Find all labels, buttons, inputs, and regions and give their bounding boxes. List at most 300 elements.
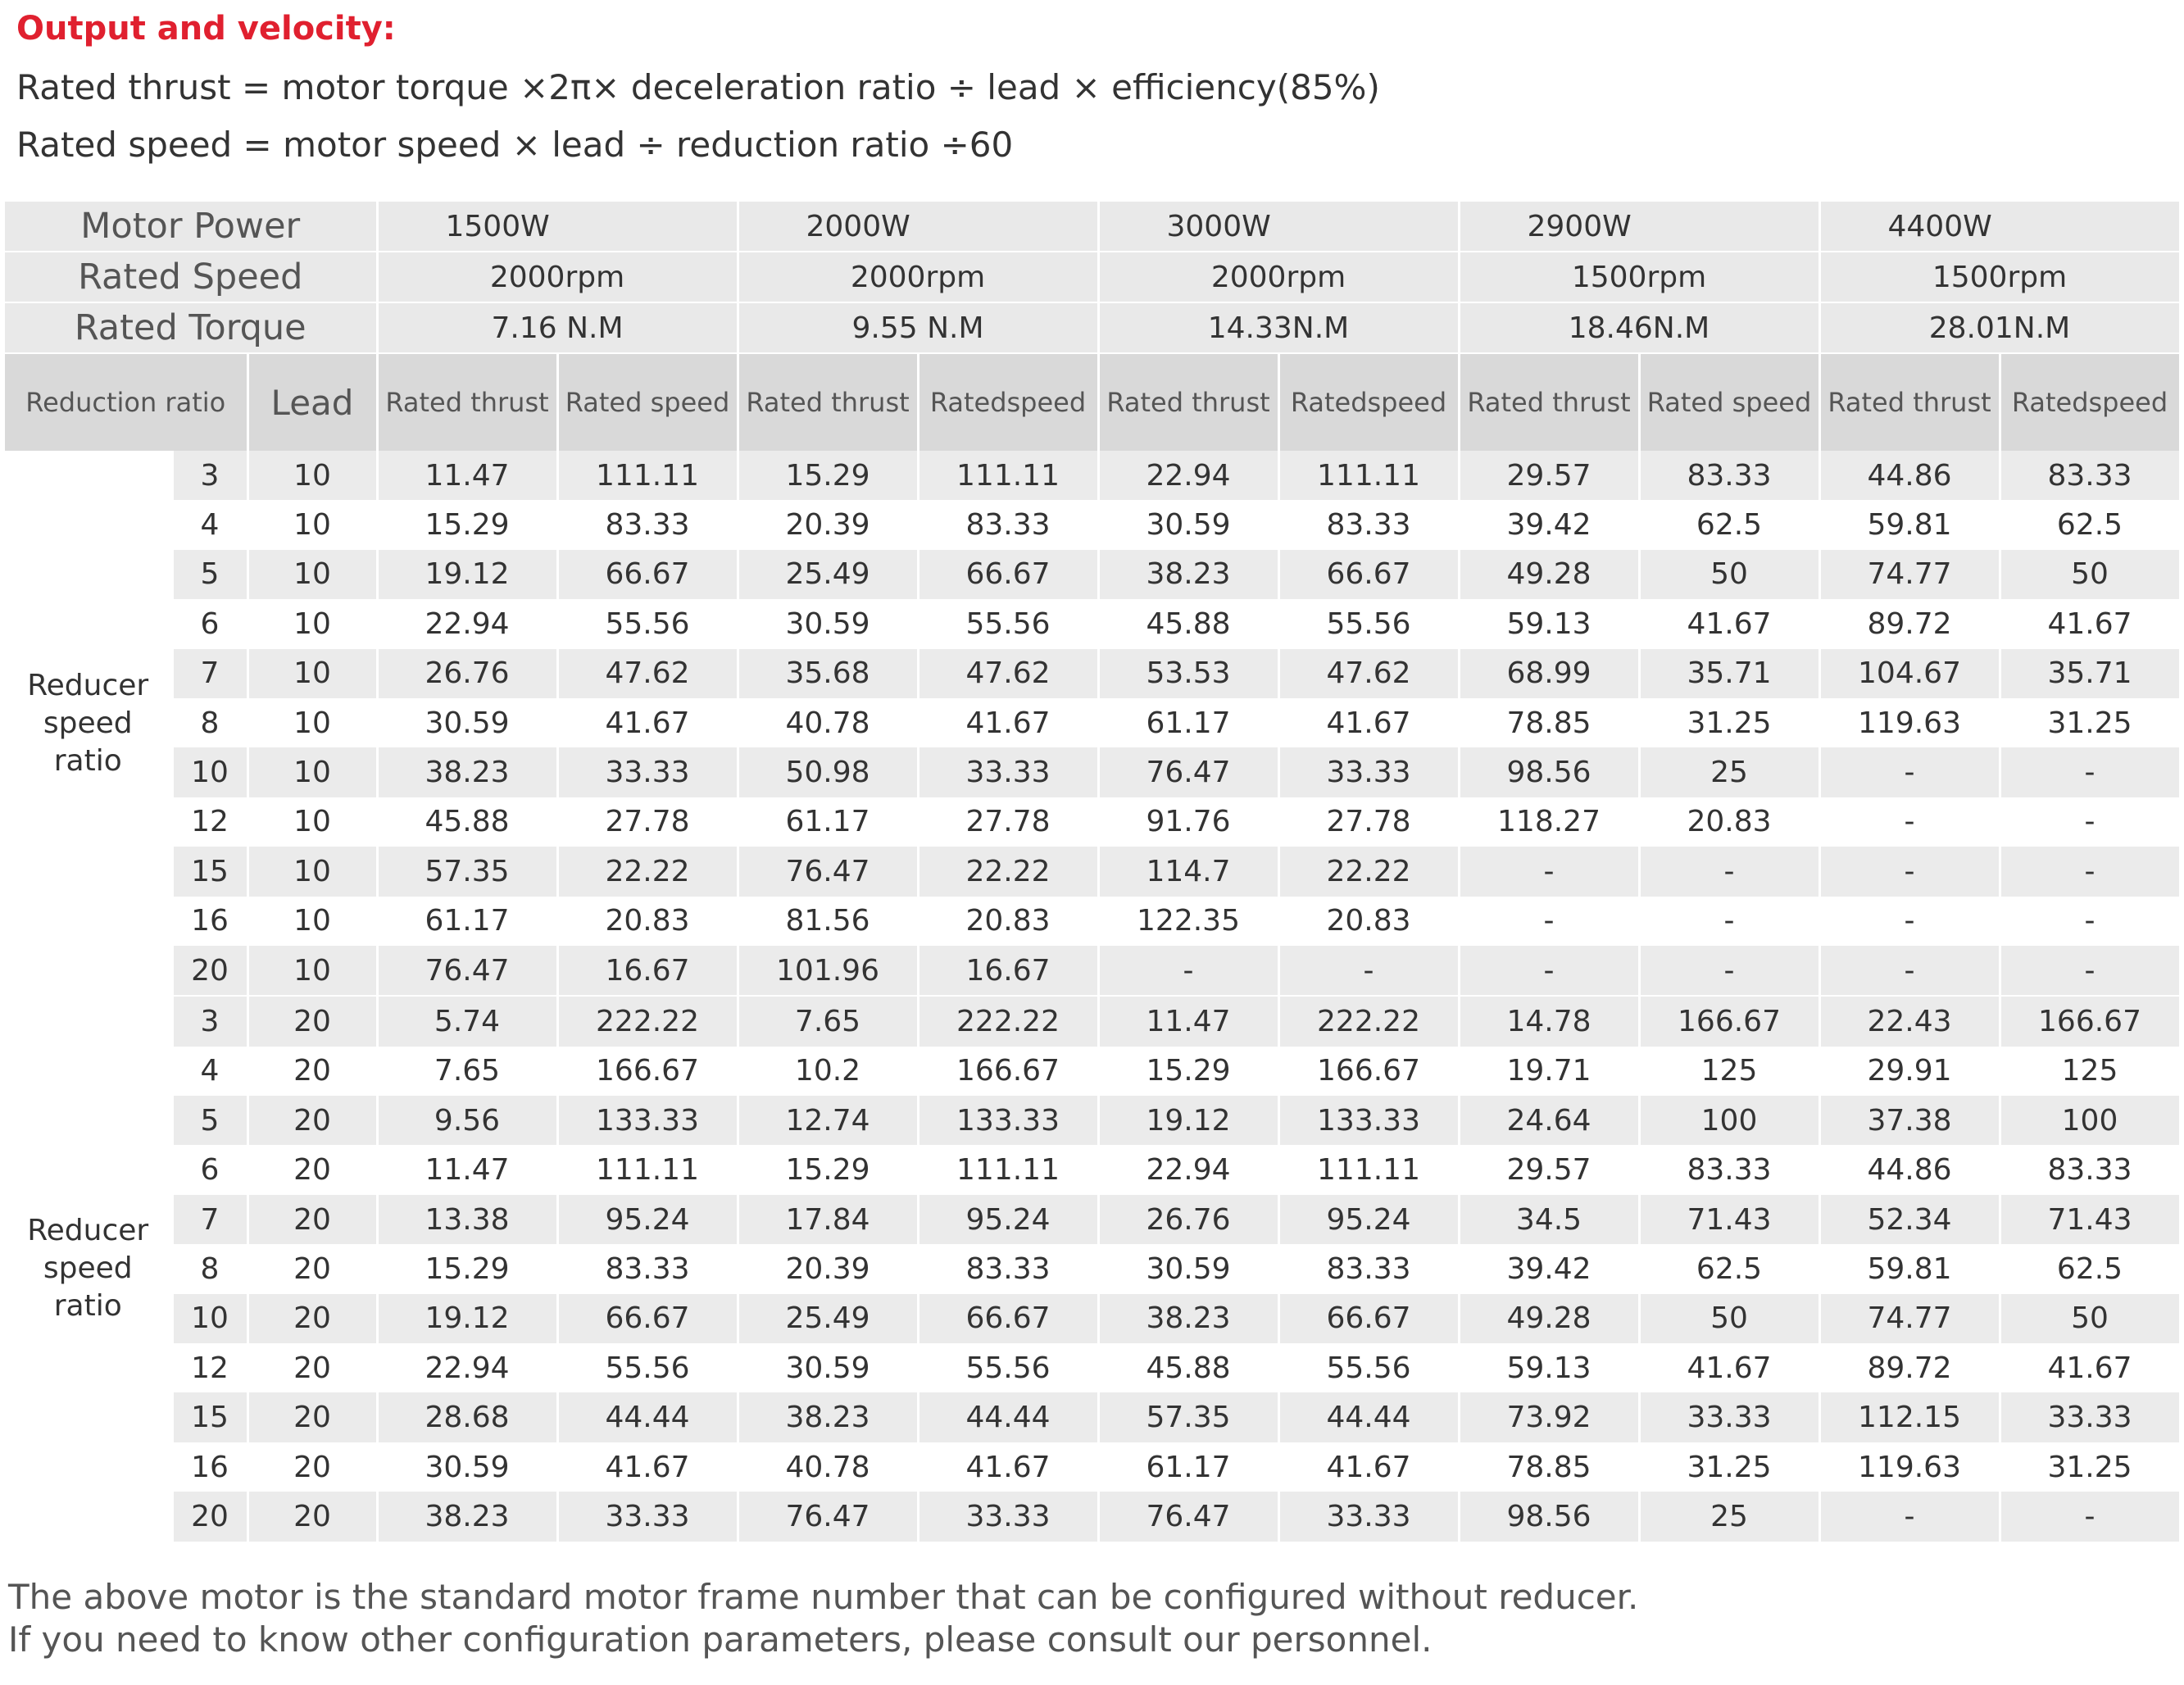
table-row [5,649,2180,698]
spec-table [5,202,2182,1542]
rated-speed-header: Ratedspeed [918,353,1098,451]
rated-speed-cell: - [2000,1492,2180,1541]
rated-speed-cell: 35.71 [2000,649,2180,698]
rated-thrust-cell: 73.92 [1459,1392,1639,1442]
rated-thrust-cell: 25.49 [738,550,918,599]
rated-speed-cell: 33.33 [1639,1392,1819,1442]
rated-thrust-cell: 98.56 [1459,747,1639,797]
lead-cell: 10 [247,897,377,946]
rated-speed-cell: 71.43 [1639,1195,1819,1244]
rated-thrust-cell: 50.98 [738,747,918,797]
rated-thrust-cell: 76.47 [738,1492,918,1541]
rated-speed-cell: 33.33 [557,747,738,797]
ratio-cell: 8 [172,698,247,747]
rated-speed-cell: 83.33 [557,500,738,549]
rated-speed-header: Rated speed [1639,353,1819,451]
rated-speed-cell: 55.56 [918,599,1098,648]
rated-speed-cell: 20.83 [918,897,1098,946]
rated-thrust-cell: 29.57 [1459,1145,1639,1194]
rated-thrust-cell: 45.88 [377,797,557,847]
lead-cell: 20 [247,1096,377,1145]
rated-speed-cell: 16.67 [557,946,738,996]
rated-speed-cell: 111.11 [1278,1145,1459,1194]
group-label: Reducer speed ratio [5,996,172,1541]
lead-cell: 20 [247,1492,377,1541]
rated-speed-cell: - [2000,747,2180,797]
rated-thrust-cell: 14.78 [1459,996,1639,1046]
rated-thrust-header: Rated thrust [1819,353,2000,451]
table-row [5,1145,2180,1194]
rated-speed-cell: 50 [1639,1294,1819,1343]
lead-cell: 20 [247,1047,377,1096]
rated-thrust-header: Rated thrust [377,353,557,451]
ratio-cell: 4 [172,500,247,549]
table-row [5,1294,2180,1343]
rated-thrust-cell: 11.47 [377,451,557,500]
motor-power-value: 4400W [1819,202,2180,252]
lead-cell: 20 [247,1244,377,1293]
rated-speed-cell: 222.22 [1278,996,1459,1046]
rated-thrust-cell: 22.94 [1098,1145,1278,1194]
rated-thrust-header: Rated thrust [1459,353,1639,451]
ratio-cell: 20 [172,946,247,996]
motor-power-value: 2000W [738,202,1098,252]
rated-speed-cell: 27.78 [918,797,1098,847]
rated-thrust-cell: 78.85 [1459,1442,1639,1492]
rated-thrust-cell: 61.17 [1098,1442,1278,1492]
ratio-cell: 12 [172,797,247,847]
ratio-cell: 16 [172,897,247,946]
rated-thrust-cell: 12.74 [738,1096,918,1145]
rated-speed-cell: - [2000,897,2180,946]
rated-thrust-cell: 61.17 [1098,698,1278,747]
rated-speed-cell: 47.62 [1278,649,1459,698]
rated-speed-cell: - [1639,897,1819,946]
table-row [5,1047,2180,1096]
ratio-cell: 3 [172,451,247,500]
rated-speed-header: Ratedspeed [2000,353,2180,451]
table-row [5,747,2180,797]
rated-thrust-cell: 26.76 [1098,1195,1278,1244]
rated-thrust-cell: - [1819,897,2000,946]
rated-torque-value: 18.46N.M [1459,302,1819,353]
rated-speed-cell: 41.67 [2000,599,2180,648]
rated-speed-cell: 166.67 [918,1047,1098,1096]
rated-thrust-cell: 39.42 [1459,500,1639,549]
rated-thrust-header: Rated thrust [1098,353,1278,451]
ratio-cell: 10 [172,747,247,797]
rated-speed-cell: 111.11 [557,451,738,500]
ratio-cell: 5 [172,550,247,599]
rated-speed-cell: 16.67 [918,946,1098,996]
rated-speed-cell: 95.24 [918,1195,1098,1244]
rated-thrust-cell: - [1819,946,2000,996]
rated-thrust-cell: 104.67 [1819,649,2000,698]
rated-thrust-cell: 44.86 [1819,451,2000,500]
rated-thrust-cell: 59.13 [1459,599,1639,648]
table-row [5,1392,2180,1442]
ratio-cell: 3 [172,996,247,1046]
rated-speed-cell: 83.33 [1278,1244,1459,1293]
ratio-cell: 15 [172,1392,247,1442]
rated-speed-cell: 20.83 [1639,797,1819,847]
rated-speed-cell: 47.62 [557,649,738,698]
rated-thrust-cell: 25.49 [738,1294,918,1343]
rated-torque-label: Rated Torque [5,302,377,353]
rated-speed-cell: 55.56 [557,599,738,648]
lead-cell: 20 [247,1392,377,1442]
rated-thrust-cell: 44.86 [1819,1145,2000,1194]
rated-speed-cell: 50 [2000,550,2180,599]
rated-thrust-cell: 114.7 [1098,847,1278,896]
rated-speed-cell: 100 [2000,1096,2180,1145]
rated-thrust-cell: 5.74 [377,996,557,1046]
rated-thrust-cell: 28.68 [377,1392,557,1442]
rated-speed-cell: 166.67 [1639,996,1819,1046]
rated-thrust-cell: 7.65 [738,996,918,1046]
rated-speed-cell: 133.33 [1278,1096,1459,1145]
table-row [5,599,2180,648]
rated-speed-cell: 111.11 [918,1145,1098,1194]
ratio-cell: 6 [172,1145,247,1194]
footer-note: The above motor is the standard motor frame number that can be configured without reducer. [8,1577,1639,1617]
rated-speed-cell: 33.33 [1278,747,1459,797]
rated-thrust-cell: - [1459,897,1639,946]
rated-thrust-cell: 76.47 [1098,1492,1278,1541]
rated-speed-cell: 62.5 [2000,1244,2180,1293]
rated-thrust-cell: 30.59 [738,1343,918,1392]
ratio-cell: 20 [172,1492,247,1541]
ratio-cell: 15 [172,847,247,896]
rated-speed-cell: 27.78 [557,797,738,847]
rated-speed-label: Rated Speed [5,252,377,302]
rated-thrust-cell: 38.23 [738,1392,918,1442]
rated-thrust-cell: 49.28 [1459,550,1639,599]
rated-torque-value: 7.16 N.M [377,302,738,353]
rated-thrust-header: Rated thrust [738,353,918,451]
table-row [5,698,2180,747]
rated-speed-cell: 66.67 [918,550,1098,599]
rated-thrust-cell: 38.23 [1098,550,1278,599]
ratio-cell: 8 [172,1244,247,1293]
rated-thrust-cell: 19.71 [1459,1047,1639,1096]
rated-speed-cell: 33.33 [918,747,1098,797]
rated-thrust-cell: 101.96 [738,946,918,996]
rated-thrust-cell: 15.29 [377,1244,557,1293]
rated-thrust-cell: 59.13 [1459,1343,1639,1392]
table-row [5,550,2180,599]
rated-speed-cell: 41.67 [557,698,738,747]
rated-speed-cell: - [2000,847,2180,896]
rated-thrust-cell: 11.47 [1098,996,1278,1046]
rated-speed-cell: - [1639,946,1819,996]
rated-speed-cell: 83.33 [557,1244,738,1293]
motor-power-value: 3000W [1098,202,1459,252]
rated-speed-cell: - [2000,797,2180,847]
rated-thrust-cell: 37.38 [1819,1096,2000,1145]
rated-speed-cell: 33.33 [918,1492,1098,1541]
rated-thrust-cell: 39.42 [1459,1244,1639,1293]
rated-speed-cell: 71.43 [2000,1195,2180,1244]
rated-speed-cell: 66.67 [1278,1294,1459,1343]
rated-thrust-cell: 61.17 [377,897,557,946]
table-row [5,500,2180,549]
rated-speed-value: 1500rpm [1459,252,1819,302]
rated-thrust-cell: 22.43 [1819,996,2000,1046]
rated-thrust-cell: 9.56 [377,1096,557,1145]
table-row [5,1096,2180,1145]
rated-speed-cell: 100 [1639,1096,1819,1145]
motor-power-value: 1500W [377,202,738,252]
ratio-cell: 5 [172,1096,247,1145]
reduction-ratio-header: Reduction ratio [5,353,247,451]
rated-thrust-cell: 122.35 [1098,897,1278,946]
rated-speed-cell: 83.33 [2000,451,2180,500]
rated-speed-cell: 133.33 [557,1096,738,1145]
rated-thrust-cell: 78.85 [1459,698,1639,747]
rated-speed-cell: 166.67 [2000,996,2180,1046]
rated-thrust-cell: 59.81 [1819,500,2000,549]
rated-thrust-cell: - [1819,747,2000,797]
lead-header: Lead [247,353,377,451]
lead-cell: 10 [247,550,377,599]
rated-thrust-cell: 15.29 [377,500,557,549]
rated-speed-cell: - [1278,946,1459,996]
rated-speed-cell: 22.22 [918,847,1098,896]
rated-thrust-cell: 57.35 [377,847,557,896]
lead-cell: 20 [247,1294,377,1343]
rated-speed-cell: 44.44 [918,1392,1098,1442]
rated-thrust-cell: - [1819,1492,2000,1541]
rated-speed-cell: 41.67 [1639,1343,1819,1392]
table-row [5,847,2180,896]
rated-thrust-cell: 98.56 [1459,1492,1639,1541]
rated-torque-row [5,302,2180,353]
ratio-cell: 12 [172,1343,247,1392]
rated-thrust-cell: 26.76 [377,649,557,698]
speed-formula: Rated speed = motor speed × lead ÷ reduction ratio ÷60 [16,125,1014,165]
rated-thrust-cell: 38.23 [377,747,557,797]
rated-speed-cell: 62.5 [1639,1244,1819,1293]
rated-speed-cell: 35.71 [1639,649,1819,698]
rated-thrust-cell: - [1459,847,1639,896]
rated-thrust-cell: 29.57 [1459,451,1639,500]
rated-speed-cell: 27.78 [1278,797,1459,847]
rated-thrust-cell: 45.88 [1098,599,1278,648]
thrust-formula: Rated thrust = motor torque ×2π× deceleration ratio ÷ lead × efficiency(85%) [16,67,1380,107]
rated-speed-cell: 55.56 [918,1343,1098,1392]
rated-thrust-cell: 40.78 [738,1442,918,1492]
rated-speed-cell: 125 [2000,1047,2180,1096]
rated-thrust-cell: 49.28 [1459,1294,1639,1343]
rated-thrust-cell: 30.59 [377,698,557,747]
rated-speed-cell: 47.62 [918,649,1098,698]
motor-power-label: Motor Power [5,202,377,252]
table-row [5,797,2180,847]
lead-cell: 10 [247,747,377,797]
ratio-cell: 6 [172,599,247,648]
rated-speed-cell: 31.25 [2000,1442,2180,1492]
rated-speed-cell: 83.33 [1278,500,1459,549]
rated-thrust-cell: 81.56 [738,897,918,946]
rated-speed-cell: 25 [1639,1492,1819,1541]
rated-thrust-cell: 11.47 [377,1145,557,1194]
rated-speed-cell: 111.11 [918,451,1098,500]
rated-thrust-cell: 17.84 [738,1195,918,1244]
rated-speed-cell: 41.67 [918,1442,1098,1492]
rated-thrust-cell: - [1459,946,1639,996]
rated-speed-cell: 222.22 [557,996,738,1046]
rated-speed-cell: 55.56 [1278,1343,1459,1392]
rated-thrust-cell: 30.59 [1098,1244,1278,1293]
rated-speed-cell: 33.33 [557,1492,738,1541]
rated-speed-cell: 41.67 [1278,698,1459,747]
table-row [5,1343,2180,1392]
rated-speed-cell: 125 [1639,1047,1819,1096]
rated-speed-cell: 166.67 [557,1047,738,1096]
rated-thrust-cell: 59.81 [1819,1244,2000,1293]
motor-power-value: 2900W [1459,202,1819,252]
table-row [5,1442,2180,1492]
lead-cell: 20 [247,1343,377,1392]
rated-speed-cell: - [1639,847,1819,896]
rated-speed-cell: 83.33 [1639,1145,1819,1194]
rated-thrust-cell: 30.59 [1098,500,1278,549]
rated-speed-cell: 62.5 [1639,500,1819,549]
rated-thrust-cell: 15.29 [1098,1047,1278,1096]
rated-speed-row [5,252,2180,302]
rated-speed-cell: 22.22 [1278,847,1459,896]
rated-speed-cell: 83.33 [2000,1145,2180,1194]
rated-speed-value: 1500rpm [1819,252,2180,302]
rated-speed-cell: 44.44 [1278,1392,1459,1442]
rated-speed-cell: 166.67 [1278,1047,1459,1096]
rated-speed-cell: 55.56 [1278,599,1459,648]
lead-cell: 20 [247,996,377,1046]
rated-speed-cell: 133.33 [918,1096,1098,1145]
rated-speed-cell: 22.22 [557,847,738,896]
rated-speed-cell: 20.83 [1278,897,1459,946]
rated-speed-cell: 95.24 [1278,1195,1459,1244]
rated-thrust-cell: 30.59 [738,599,918,648]
rated-thrust-cell: 19.12 [1098,1096,1278,1145]
rated-thrust-cell: - [1098,946,1278,996]
rated-speed-cell: 83.33 [1639,451,1819,500]
ratio-cell: 7 [172,649,247,698]
rated-speed-cell: 31.25 [1639,698,1819,747]
footer-note: If you need to know other configuration parameters, please consult our personnel. [8,1619,1433,1660]
rated-thrust-cell: 40.78 [738,698,918,747]
rated-speed-cell: 222.22 [918,996,1098,1046]
rated-thrust-cell: 61.17 [738,797,918,847]
rated-speed-value: 2000rpm [377,252,738,302]
rated-speed-cell: 83.33 [918,500,1098,549]
column-header-row [5,353,2180,451]
rated-torque-value: 14.33N.M [1098,302,1459,353]
rated-thrust-cell: 35.68 [738,649,918,698]
rated-speed-header: Ratedspeed [1278,353,1459,451]
rated-speed-cell: 66.67 [1278,550,1459,599]
lead-cell: 20 [247,1442,377,1492]
rated-thrust-cell: 13.38 [377,1195,557,1244]
rated-thrust-cell: 74.77 [1819,550,2000,599]
rated-speed-cell: 33.33 [2000,1392,2180,1442]
group-label: Reducer speed ratio [5,451,172,996]
rated-speed-value: 2000rpm [738,252,1098,302]
rated-thrust-cell: 57.35 [1098,1392,1278,1442]
rated-thrust-cell: 76.47 [1098,747,1278,797]
rated-thrust-cell: 15.29 [738,1145,918,1194]
rated-thrust-cell: 91.76 [1098,797,1278,847]
rated-thrust-cell: - [1819,847,2000,896]
rated-speed-cell: 41.67 [2000,1343,2180,1392]
rated-thrust-cell: - [1819,797,2000,847]
lead-cell: 10 [247,500,377,549]
lead-cell: 10 [247,599,377,648]
rated-thrust-cell: 38.23 [1098,1294,1278,1343]
motor-power-row [5,202,2180,252]
rated-torque-value: 28.01N.M [1819,302,2180,353]
rated-torque-value: 9.55 N.M [738,302,1098,353]
table-row [5,1244,2180,1293]
rated-speed-cell: 41.67 [557,1442,738,1492]
rated-thrust-cell: 76.47 [377,946,557,996]
rated-thrust-cell: 74.77 [1819,1294,2000,1343]
rated-thrust-cell: 22.94 [1098,451,1278,500]
rated-thrust-cell: 89.72 [1819,1343,2000,1392]
rated-speed-cell: 66.67 [918,1294,1098,1343]
rated-thrust-cell: 34.5 [1459,1195,1639,1244]
lead-cell: 10 [247,946,377,996]
lead-cell: 10 [247,797,377,847]
rated-speed-cell: 50 [2000,1294,2180,1343]
rated-speed-cell: 95.24 [557,1195,738,1244]
rated-thrust-cell: 53.53 [1098,649,1278,698]
rated-speed-cell: 20.83 [557,897,738,946]
rated-thrust-cell: 20.39 [738,500,918,549]
rated-speed-cell: 83.33 [918,1244,1098,1293]
lead-cell: 20 [247,1195,377,1244]
ratio-cell: 4 [172,1047,247,1096]
table-row [5,451,2180,500]
rated-thrust-cell: 30.59 [377,1442,557,1492]
rated-thrust-cell: 119.63 [1819,698,2000,747]
rated-thrust-cell: 19.12 [377,1294,557,1343]
lead-cell: 10 [247,451,377,500]
rated-thrust-cell: 15.29 [738,451,918,500]
ratio-cell: 7 [172,1195,247,1244]
ratio-cell: 16 [172,1442,247,1492]
rated-speed-cell: 25 [1639,747,1819,797]
rated-speed-cell: 31.25 [2000,698,2180,747]
rated-thrust-cell: 68.99 [1459,649,1639,698]
rated-thrust-cell: 118.27 [1459,797,1639,847]
rated-speed-cell: 31.25 [1639,1442,1819,1492]
rated-thrust-cell: 22.94 [377,599,557,648]
rated-thrust-cell: 10.2 [738,1047,918,1096]
table-row [5,897,2180,946]
rated-speed-cell: - [2000,946,2180,996]
table-row [5,1195,2180,1244]
lead-cell: 10 [247,649,377,698]
rated-speed-cell: 66.67 [557,1294,738,1343]
rated-speed-cell: 55.56 [557,1343,738,1392]
rated-thrust-cell: 38.23 [377,1492,557,1541]
rated-thrust-cell: 45.88 [1098,1343,1278,1392]
rated-thrust-cell: 76.47 [738,847,918,896]
rated-thrust-cell: 89.72 [1819,599,2000,648]
rated-speed-cell: 41.67 [1278,1442,1459,1492]
